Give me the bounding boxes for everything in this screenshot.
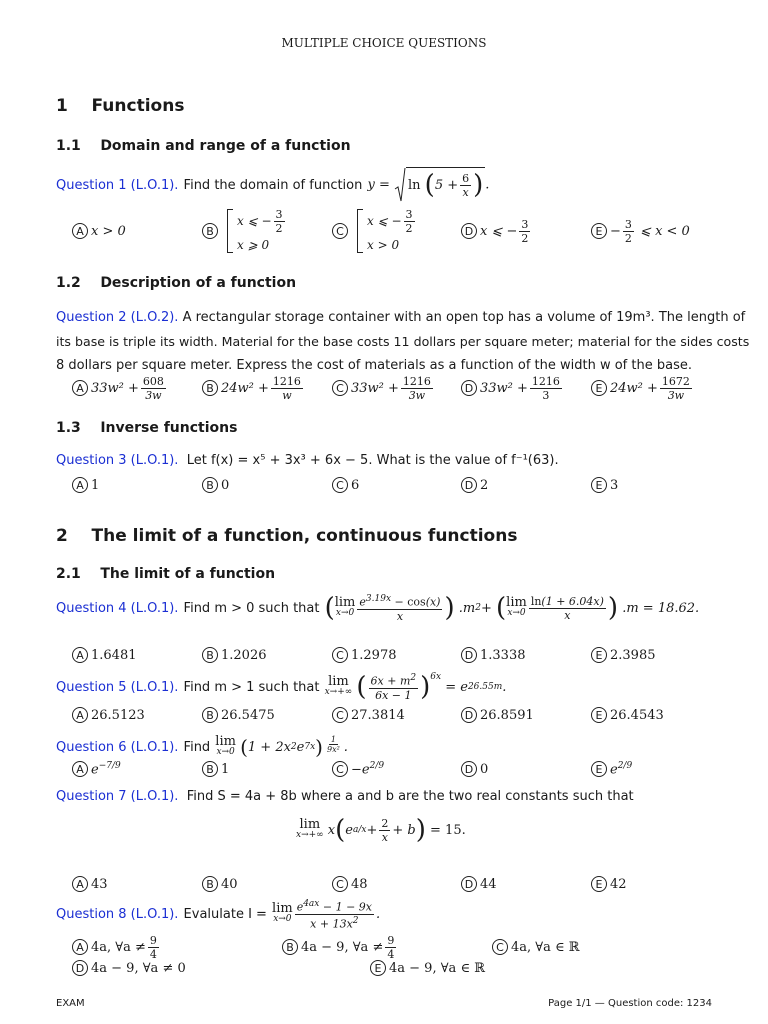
q7-equation: lim x→+∞ x ( e a/x + $\frac{2}{x}$ + b ) = 15. bbox=[296, 815, 466, 845]
option-letter-circle: D bbox=[461, 223, 477, 239]
q3-option-c[interactable]: C 6 bbox=[332, 475, 359, 495]
option-letter-circle: A bbox=[72, 876, 88, 892]
q6-option-b[interactable]: B 1 bbox=[202, 759, 229, 779]
q4-equation: ( lim x→0 $\frac{e^{3.19x} - \cos(x)}{x}$ ) .m 2 + ( lim x→0 $\frac{\ln(1 + 6.04x)}{x}$ ) .m = 18.62. bbox=[324, 593, 700, 623]
q8-option-d[interactable]: D 4a − 9, ∀a ≠ 0 bbox=[72, 958, 186, 978]
subsection-title: Domain and range of a function bbox=[100, 138, 351, 154]
q8-option-e[interactable]: E 4a − 9, ∀a ∈ ℝ bbox=[370, 958, 485, 978]
option-letter-circle: D bbox=[461, 876, 477, 892]
option-letter-circle: C bbox=[332, 380, 348, 396]
subsection-1-2-heading bbox=[56, 275, 296, 291]
option-letter-circle: B bbox=[202, 647, 218, 663]
q8-option-c[interactable]: C 4a, ∀a ∈ ℝ bbox=[492, 934, 580, 960]
option-letter-circle: D bbox=[461, 707, 477, 723]
question-2 bbox=[56, 306, 750, 378]
option-letter-circle: D bbox=[461, 477, 477, 493]
option-letter-circle: B bbox=[202, 707, 218, 723]
question-7 bbox=[56, 789, 634, 804]
question-label: Question 8 (L.O.1). bbox=[56, 906, 179, 922]
subsection-title: Description of a function bbox=[100, 275, 297, 291]
section-title: Functions bbox=[91, 96, 185, 116]
question-text: Find the domain of function bbox=[183, 177, 363, 193]
option-letter-circle: A bbox=[72, 939, 88, 955]
question-text-line-2: its base is triple its width. Material for the base costs 11 dollars per square meter; material for the sides costs bbox=[56, 334, 750, 349]
subsection-number: 1.2 bbox=[56, 275, 81, 291]
subsection-number: 1.3 bbox=[56, 420, 81, 436]
q5-option-b[interactable]: B 26.5475 bbox=[202, 705, 275, 725]
subsection-title: Inverse functions bbox=[100, 420, 238, 436]
q8-equation: lim x→0 $\frac{e^{4ax} - 1 - 9x}{x + 13x^2}$ . bbox=[272, 898, 381, 931]
q6-option-c[interactable]: C $-e^{2/9}$ bbox=[332, 759, 384, 779]
section-number: 2 bbox=[56, 526, 68, 546]
q5-option-e[interactable]: E 26.4543 bbox=[591, 705, 664, 725]
option-letter-circle: E bbox=[591, 876, 607, 892]
question-text: Find bbox=[183, 739, 211, 755]
option-letter-circle: C bbox=[332, 647, 348, 663]
q4-option-e[interactable]: E 2.3985 bbox=[591, 645, 656, 665]
q8-option-a[interactable]: A 4a, ∀a ≠ $\frac{9}{4}$ bbox=[72, 934, 161, 960]
q5-equation: lim x→+∞ ( $\frac{6x + m^2}{6x - 1}$ ) $^{6x}$ = e 26.55m . bbox=[324, 672, 507, 702]
sqrt-sign-icon bbox=[394, 167, 406, 203]
subsection-number: 1.1 bbox=[56, 138, 81, 154]
option-letter-circle: E bbox=[591, 223, 607, 239]
option-letter-circle: C bbox=[492, 939, 508, 955]
option-letter-circle: B bbox=[202, 223, 218, 239]
option-letter-circle: A bbox=[72, 761, 88, 777]
q5-option-a[interactable]: A 26.5123 bbox=[72, 705, 145, 725]
option-letter-circle: E bbox=[370, 960, 386, 976]
q8-option-b[interactable]: B 4a − 9, ∀a ≠ $\frac{9}{4}$ bbox=[282, 934, 398, 960]
q6-option-a[interactable]: A $e^{-7/9}$ bbox=[72, 759, 121, 779]
q2-option-b[interactable]: B 24w² + $\frac{1216}{w}$ bbox=[202, 375, 305, 401]
q7-option-e[interactable]: E 42 bbox=[591, 874, 627, 894]
option-letter-circle: B bbox=[202, 380, 218, 396]
q3-option-b[interactable]: B 0 bbox=[202, 475, 229, 495]
q7-option-c[interactable]: C 48 bbox=[332, 874, 368, 894]
question-text: Evalulate I = bbox=[183, 906, 267, 922]
q1-option-c[interactable]: C x ⩽ − $\frac{3}{2}$ x > 0 bbox=[332, 210, 417, 252]
option-letter-circle: E bbox=[591, 707, 607, 723]
section-title: The limit of a function, continuous functions bbox=[91, 526, 518, 546]
page-header: MULTIPLE CHOICE QUESTIONS bbox=[281, 36, 487, 50]
option-letter-circle: D bbox=[72, 960, 88, 976]
subsection-2-1-heading bbox=[56, 566, 275, 582]
option-letter-circle: B bbox=[202, 876, 218, 892]
section-2-heading bbox=[56, 526, 517, 546]
section-1-heading bbox=[56, 96, 184, 116]
question-5 bbox=[56, 668, 506, 706]
subsection-number: 2.1 bbox=[56, 566, 81, 582]
q6-option-d[interactable]: D 0 bbox=[461, 759, 488, 779]
question-text: Find m > 1 such that bbox=[183, 679, 320, 695]
question-label: Question 3 (L.O.1). bbox=[56, 453, 179, 468]
q6-equation: lim x→0 ( 1 + 2x 2 e 7x ) $\frac{1}{\text{9x²}}$ . bbox=[215, 734, 348, 759]
option-letter-circle: A bbox=[72, 380, 88, 396]
question-label: Question 6 (L.O.1). bbox=[56, 739, 179, 755]
q1-option-e[interactable]: E − $\frac{3}{2}$ ⩽ x < 0 bbox=[591, 221, 690, 241]
q1-option-d[interactable]: D x ⩽ − $\frac{3}{2}$ bbox=[461, 221, 532, 241]
domain-function-formula: y = ln ( 5 + $\frac{6}{x}$ ) . bbox=[367, 167, 489, 203]
question-3 bbox=[56, 453, 559, 468]
option-letter-circle: D bbox=[461, 380, 477, 396]
option-letter-circle: D bbox=[461, 647, 477, 663]
option-letter-circle: B bbox=[282, 939, 298, 955]
q3-option-a[interactable]: A 1 bbox=[72, 475, 99, 495]
option-letter-circle: C bbox=[332, 223, 348, 239]
option-letter-circle: C bbox=[332, 477, 348, 493]
question-label: Question 7 (L.O.1). bbox=[56, 789, 179, 804]
q5-option-c[interactable]: C 27.3814 bbox=[332, 705, 405, 725]
q7-option-d[interactable]: D 44 bbox=[461, 874, 497, 894]
question-text-line-3: 8 dollars per square meter. Express the cost of materials as a function of the width w of the base. bbox=[56, 358, 692, 373]
option-letter-circle: C bbox=[332, 761, 348, 777]
option-letter-circle: B bbox=[202, 477, 218, 493]
question-text: Let f(x) = x⁵ + 3x³ + 6x − 5. What is the value of f⁻¹(63). bbox=[186, 453, 559, 468]
question-text: Find m > 0 such that bbox=[183, 600, 320, 616]
q4-option-b[interactable]: B 1.2026 bbox=[202, 645, 267, 665]
subsection-1-3-heading bbox=[56, 420, 237, 436]
option-letter-circle: E bbox=[591, 477, 607, 493]
question-text: Find S = 4a + 8b where a and b are the two real constants such that bbox=[186, 789, 634, 804]
section-number: 1 bbox=[56, 96, 68, 116]
option-letter-circle: A bbox=[72, 707, 88, 723]
option-letter-circle: A bbox=[72, 223, 88, 239]
option-letter-circle: E bbox=[591, 380, 607, 396]
option-letter-circle: D bbox=[461, 761, 477, 777]
q4-option-c[interactable]: C 1.2978 bbox=[332, 645, 397, 665]
option-letter-circle: E bbox=[591, 761, 607, 777]
question-label: Question 5 (L.O.1). bbox=[56, 679, 179, 695]
option-letter-circle: E bbox=[591, 647, 607, 663]
q1-option-b[interactable]: B x ⩽ − $\frac{3}{2}$ x ⩾ 0 bbox=[202, 210, 287, 252]
q2-option-e[interactable]: E 24w² + $\frac{1672}{3w}$ bbox=[591, 375, 694, 401]
option-letter-circle: C bbox=[332, 876, 348, 892]
option-letter-circle: C bbox=[332, 707, 348, 723]
option-letter-circle: A bbox=[72, 477, 88, 493]
q6-option-e[interactable]: E $e^{2/9}$ bbox=[591, 759, 632, 779]
footer-right: Page 1/1 — Question code: 1234 bbox=[548, 998, 712, 1009]
subsection-1-1-heading bbox=[56, 138, 351, 154]
q4-option-d[interactable]: D 1.3338 bbox=[461, 645, 526, 665]
subsection-title: The limit of a function bbox=[100, 566, 276, 582]
q2-option-a[interactable]: A 33w² + $\frac{608}{3w}$ bbox=[72, 375, 168, 401]
footer-left: EXAM bbox=[56, 998, 85, 1009]
q1-option-a[interactable]: A x > 0 bbox=[72, 221, 126, 241]
question-1 bbox=[56, 168, 489, 202]
q7-option-a[interactable]: A 43 bbox=[72, 874, 108, 894]
question-label: Question 4 (L.O.1). bbox=[56, 600, 179, 616]
q3-option-e[interactable]: E 3 bbox=[591, 475, 618, 495]
q2-option-c[interactable]: C 33w² + $\frac{1216}{3w}$ bbox=[332, 375, 435, 401]
question-4 bbox=[56, 588, 699, 628]
option-letter-circle: A bbox=[72, 647, 88, 663]
question-label: Question 2 (L.O.2). bbox=[56, 310, 179, 325]
question-text-line-1: A rectangular storage container with an open top has a volume of 19m³. The length of bbox=[182, 310, 746, 325]
question-6 bbox=[56, 732, 348, 762]
q5-option-d[interactable]: D 26.8591 bbox=[461, 705, 534, 725]
option-letter-circle: B bbox=[202, 761, 218, 777]
question-label: Question 1 (L.O.1). bbox=[56, 177, 179, 193]
q3-option-d[interactable]: D 2 bbox=[461, 475, 488, 495]
q2-option-d[interactable]: D 33w² + $\frac{1216}{3}$ bbox=[461, 375, 564, 401]
q7-option-b[interactable]: B 40 bbox=[202, 874, 238, 894]
question-8 bbox=[56, 897, 380, 931]
q4-option-a[interactable]: A 1.6481 bbox=[72, 645, 137, 665]
